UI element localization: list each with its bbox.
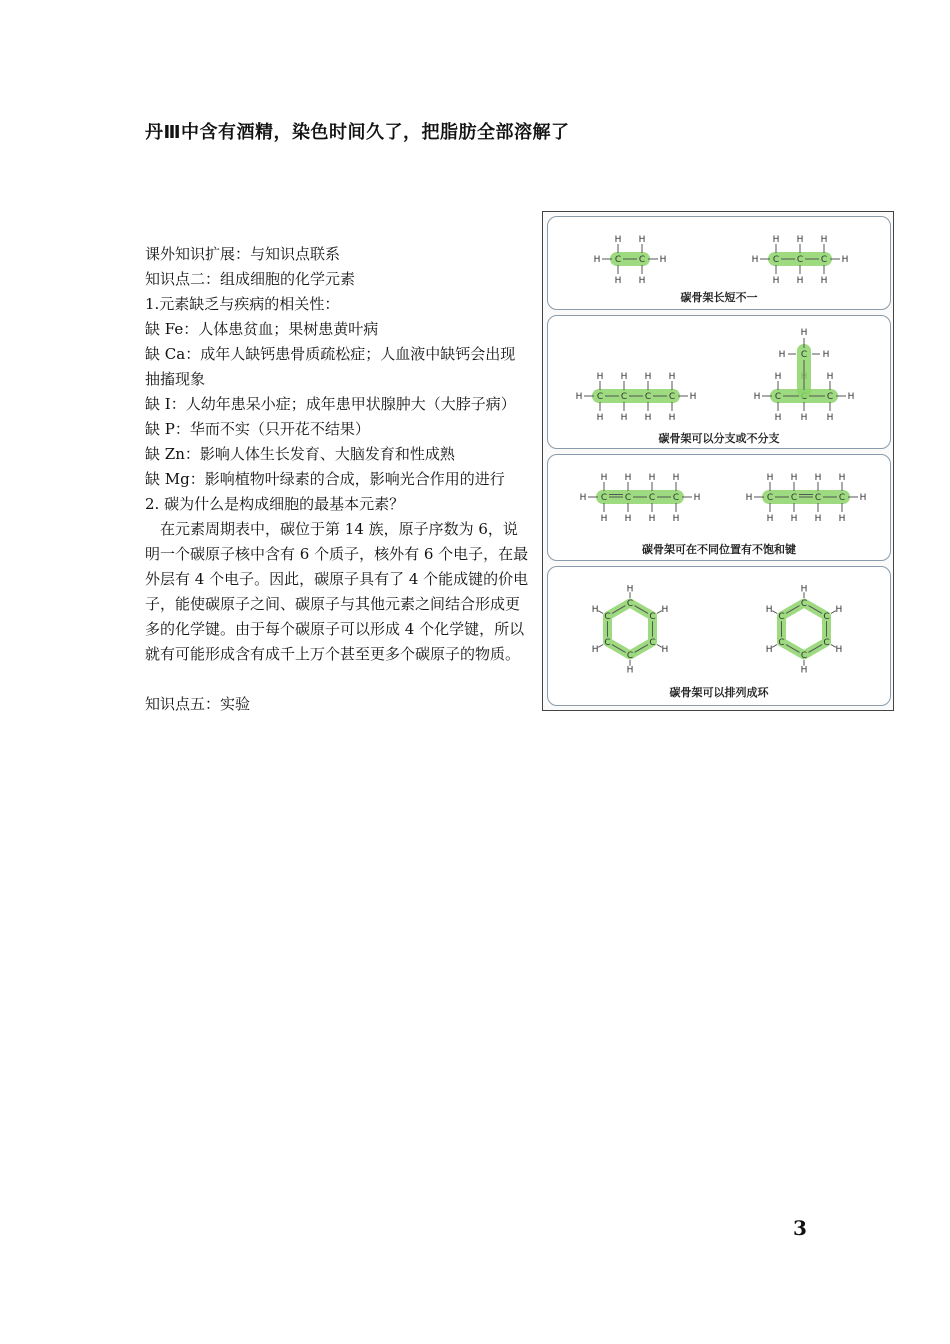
hydrogen-atom: H	[648, 514, 656, 524]
hydrogen-atom: H	[624, 514, 632, 524]
hydrogen-atom: H	[659, 255, 667, 265]
carbon-atom: C	[800, 651, 808, 661]
paragraph: 1.元素缺乏与疾病的相关性：	[145, 295, 340, 313]
paragraph: 缺 Ca：成年人缺钙患骨质疏松症；人血液中缺钙会出现抽搐现象	[145, 345, 516, 388]
hydrogen-atom: H	[614, 276, 622, 286]
hydrogen-atom: H	[800, 413, 808, 423]
hydrogen-atom: H	[638, 235, 646, 245]
carbon-atom: C	[838, 493, 846, 503]
hydrogen-atom: H	[593, 255, 601, 265]
hydrogen-atom: H	[596, 413, 604, 423]
panel-length	[547, 216, 891, 310]
hydrogen-atom: H	[774, 372, 782, 382]
paragraph: 缺 Mg：影响植物叶绿素的合成，影响光合作用的进行	[145, 470, 505, 488]
carbon-atom: C	[823, 638, 830, 648]
hydrogen-atom: H	[644, 372, 652, 382]
paragraph: 知识点二：组成细胞的化学元素	[145, 270, 356, 288]
bond	[598, 645, 603, 648]
carbon-atom: C	[649, 638, 656, 648]
hydrogen-atom: H	[838, 473, 846, 483]
bond	[772, 645, 777, 648]
paragraph: 课外知识扩展：与知识点联系	[145, 245, 341, 263]
carbon-atom: C	[668, 392, 676, 402]
carbon-atom: C	[766, 493, 774, 503]
hydrogen-atom: H	[766, 473, 774, 483]
hydrogen-atom: H	[693, 493, 701, 503]
paragraph: 缺 P：华而不实（只开花不结果）	[145, 420, 370, 438]
bond	[598, 611, 603, 614]
hydrogen-atom: H	[772, 235, 780, 245]
hydrogen-atom: H	[668, 413, 676, 423]
carbon-atom: C	[772, 255, 780, 265]
carbon-atom: C	[626, 651, 634, 661]
carbon-atom: C	[814, 493, 822, 503]
hydrogen-atom: H	[626, 584, 634, 595]
hydrogen-atom: H	[814, 514, 822, 524]
paragraph: 缺 I：人幼年患呆小症；成年患甲状腺肿大（大脖子病）	[145, 395, 516, 413]
carbon-atom: C	[823, 612, 830, 622]
panel-rings	[547, 566, 891, 706]
carbon-atom: C	[604, 612, 611, 622]
hydrogen-atom: H	[591, 604, 599, 615]
carbon-atom: C	[644, 392, 652, 402]
hydrogen-atom: H	[835, 604, 843, 615]
hydrogen-atom: H	[600, 473, 608, 483]
hydrogen-atom: H	[838, 514, 846, 524]
hydrogen-atom: H	[620, 413, 628, 423]
hydrogen-atom: H	[826, 413, 834, 423]
carbon-atom: C	[648, 493, 656, 503]
hydrogen-atom: H	[847, 392, 855, 402]
panel-caption: 碳骨架可在不同位置有不饱和键	[642, 543, 796, 556]
hydrogen-atom: H	[753, 392, 761, 402]
panel-branching	[547, 315, 891, 449]
hydrogen-atom: H	[800, 665, 808, 676]
ring-highlight	[781, 603, 826, 655]
carbon-atom: C	[600, 493, 608, 503]
carbon-atom: C	[626, 599, 634, 609]
paragraph: 知识点五：实验	[145, 695, 251, 713]
hydrogen-atom: H	[766, 514, 774, 524]
hydrogen-atom: H	[596, 372, 604, 382]
hydrogen-atom: H	[826, 372, 834, 382]
paragraph: 缺 Fe：人体患贫血；果树患黄叶病	[145, 320, 379, 338]
hydrogen-atom: H	[800, 328, 808, 338]
hydrogen-atom: H	[820, 276, 828, 286]
hydrogen-atom: H	[790, 473, 798, 483]
hydrogen-atom: H	[751, 255, 759, 265]
carbon-atom: C	[638, 255, 646, 265]
carbon-atom: C	[596, 392, 604, 402]
carbon-atom: C	[774, 392, 782, 402]
hydrogen-atom: H	[796, 276, 804, 286]
hydrogen-atom: H	[638, 276, 646, 286]
hydrogen-atom: H	[614, 235, 622, 245]
carbon-atom: C	[790, 493, 798, 503]
hydrogen-atom: H	[765, 645, 773, 656]
carbon-atom: C	[826, 392, 834, 402]
carbon-skeleton-figure	[542, 211, 894, 711]
hydrogen-atom: H	[591, 645, 599, 656]
page-heading: 丹Ⅲ中含有酒精，染色时间久了，把脂肪全部溶解了	[145, 122, 570, 143]
panel-caption: 碳骨架长短不一	[680, 291, 758, 304]
hydrogen-atom: H	[600, 514, 608, 524]
paragraph: 2. 碳为什么是构成细胞的最基本元素？	[145, 495, 405, 513]
carbon-atom: C	[796, 255, 804, 265]
hydrogen-atom: H	[774, 413, 782, 423]
hydrogen-atom: H	[822, 350, 830, 360]
hydrogen-atom: H	[790, 514, 798, 524]
hydrogen-atom: H	[820, 235, 828, 245]
hydrogen-atom: H	[575, 392, 583, 402]
hydrogen-atom: H	[778, 350, 786, 360]
panel-caption: 碳骨架可以排列成环	[669, 686, 769, 699]
bond	[772, 611, 777, 614]
hydrogen-atom: H	[800, 584, 808, 595]
panel-unsaturated	[547, 454, 891, 561]
carbon-atom: C	[614, 255, 622, 265]
hydrogen-atom: H	[672, 514, 680, 524]
hydrogen-atom: H	[620, 372, 628, 382]
hydrogen-atom: H	[644, 413, 652, 423]
hydrogen-atom: H	[661, 645, 669, 656]
hydrogen-atom: H	[772, 276, 780, 286]
hydrogen-atom: H	[626, 665, 634, 676]
hydrogen-atom: H	[814, 473, 822, 483]
hydrogen-atom: H	[648, 473, 656, 483]
hydrogen-atom: H	[689, 392, 697, 402]
hydrogen-atom: H	[765, 604, 773, 615]
carbon-atom: C	[672, 493, 680, 503]
carbon-atom: C	[800, 599, 808, 609]
hydrogen-atom: H	[668, 372, 676, 382]
hydrogen-atom: H	[661, 604, 669, 615]
carbon-atom: C	[820, 255, 828, 265]
carbon-atom: C	[778, 638, 785, 648]
page-number: 3	[793, 1216, 807, 1240]
carbon-atom: C	[649, 612, 656, 622]
hydrogen-atom: H	[745, 493, 753, 503]
hydrogen-atom: H	[624, 473, 632, 483]
hydrogen-atom: H	[835, 645, 843, 656]
hydrogen-atom: H	[859, 493, 867, 503]
body-text	[145, 242, 530, 717]
carbon-atom: C	[604, 638, 611, 648]
carbon-atom: C	[620, 392, 628, 402]
hydrogen-atom: H	[579, 493, 587, 503]
carbon-atom: C	[800, 350, 808, 360]
paragraph: 在元素周期表中，碳位于第 14 族，原子序数为 6，说明一个碳原子核中含有 6 个质子，核外有 6 个电子，在最外层有 4 个电子。因此，碳原子具有了 4 个能成键的价电子，能使碳原子之间、碳原子与其他元素之间结合形成更多的化学键。由于每个碳原子可以形成 4 个化学键，所以就有可能形成含有成千上万个甚至更多个碳原子的物质。	[145, 520, 529, 663]
carbon-atom: C	[778, 612, 785, 622]
hydrogen-atom: H	[796, 235, 804, 245]
hydrogen-atom: H	[841, 255, 849, 265]
panel-caption: 碳骨架可以分支或不分支	[658, 432, 780, 445]
paragraph: 缺 Zn：影响人体生长发育、大脑发育和性成熟	[145, 445, 455, 463]
ring-highlight	[607, 603, 652, 655]
carbon-atom: C	[624, 493, 632, 503]
hydrogen-atom: H	[672, 473, 680, 483]
